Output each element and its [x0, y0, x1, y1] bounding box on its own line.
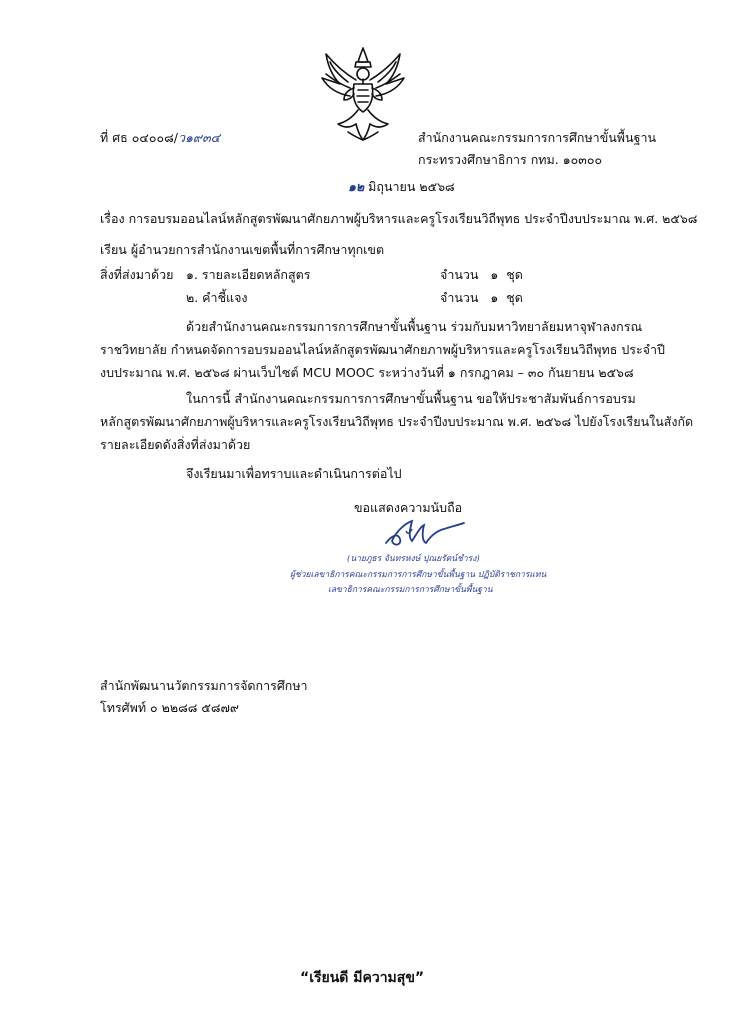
enclosure-qty: ๑	[490, 267, 499, 282]
recipient-line	[100, 240, 384, 260]
body-paragraph-1-line-3: งบประมาณ พ.ศ. ๒๕๖๘ ผ่านเว็บไซต์ MCU MOOC ระหว่างวันที่ ๑ กรกฎาคม – ๓๐ กันยายน ๒๕๖๘	[100, 365, 634, 380]
signer-title-line-2: เลขาธิการคณะกรรมการการศึกษาขั้นพื้นฐาน	[328, 585, 493, 595]
body-paragraph-2-line-1: ในการนี้ สำนักงานคณะกรรมการการศึกษาขั้นพื้นฐาน ขอให้ประชาสัมพันธ์การอบรม	[186, 391, 636, 406]
recipient-text: ผู้อำนวยการสำนักงานเขตพื้นที่การศึกษาทุกเขต	[130, 242, 385, 257]
enclosure-item-qty	[440, 265, 523, 285]
office-name: สำนักงานคณะกรรมการการศึกษาขั้นพื้นฐาน	[418, 130, 657, 145]
enclosure-qty: ๑	[490, 290, 499, 305]
body-paragraph-2-line-2: หลักสูตรพัฒนาศักยภาพผู้บริหารและครูโรงเรียนวิถีพุทธ ประจำปีงบประมาณ พ.ศ. ๒๕๖๘ ไปยังโรงเรียนในสังกัด	[100, 414, 694, 429]
enclosures-label: สิ่งที่ส่งมาด้วย	[100, 267, 174, 282]
document-number-handwritten: ว๑๙๓๔	[177, 130, 221, 145]
department-name: สำนักพัฒนานวัตกรรมการจัดการศึกษา	[100, 678, 308, 693]
enclosure-unit: ชุด	[506, 290, 523, 305]
date-month-year: มิถุนายน ๒๕๖๘	[368, 179, 455, 194]
enclosure-qty-label: จำนวน	[440, 290, 479, 305]
garuda-emblem-icon	[318, 44, 408, 144]
enclosure-item-name: ๑. รายละเอียดหลักสูตร	[186, 267, 311, 282]
office-address: กระทรวงศึกษาธิการ กทม. ๑๐๓๐๐	[418, 152, 603, 167]
body-paragraph-1-line-2: ราชวิทยาลัย กำหนดจัดการอบรมออนไลน์หลักสูตรพัฒนาศักยภาพผู้บริหารและครูโรงเรียนวิถีพุทธ ประจำปี	[100, 342, 665, 357]
signer-name: (นายภูธร จันทรหงษ์ ปุณยรัตน์ชำรง)	[347, 554, 480, 564]
body-paragraph-3: จึงเรียนมาเพื่อทราบและดำเนินการต่อไป	[186, 466, 402, 481]
signer-title-line-1: ผู้ช่วยเลขาธิการคณะกรรมการการศึกษาขั้นพื้นฐาน ปฏิบัติราชการแทน	[290, 570, 547, 580]
enclosure-unit: ชุด	[506, 267, 523, 282]
document-number-prefix: ที่ ศธ ๐๔๐๐๘/	[100, 130, 178, 145]
document-date	[348, 177, 455, 197]
recipient-label: เรียน	[100, 242, 127, 257]
enclosure-item-name: ๒. คำชี้แจง	[186, 290, 248, 305]
motto: “เรียนดี มีความสุข”	[300, 970, 425, 986]
department-phone: โทรศัพท์ ๐ ๒๒๘๘ ๕๘๗๙	[100, 700, 240, 715]
handwritten-signature	[378, 513, 468, 553]
enclosure-item-qty	[440, 288, 523, 308]
date-day-handwritten: ๑๒	[348, 179, 365, 194]
document-number	[100, 128, 220, 148]
body-paragraph-1-line-1: ด้วยสำนักงานคณะกรรมการการศึกษาขั้นพื้นฐาน ร่วมกับมหาวิทยาลัยมหาจุฬาลงกรณ	[186, 319, 643, 334]
enclosure-qty-label: จำนวน	[440, 267, 479, 282]
closing-regards: ขอแสดงความนับถือ	[354, 500, 463, 515]
body-paragraph-2-line-3: รายละเอียดดังสิ่งที่ส่งมาด้วย	[100, 437, 251, 452]
subject-line	[100, 209, 697, 229]
subject-label: เรื่อง	[100, 211, 125, 226]
subject-text: การอบรมออนไลน์หลักสูตรพัฒนาศักยภาพผู้บริหารและครูโรงเรียนวิถีพุทธ ประจำปีงบประมาณ พ.ศ. ๒๕๖๘	[128, 211, 698, 226]
